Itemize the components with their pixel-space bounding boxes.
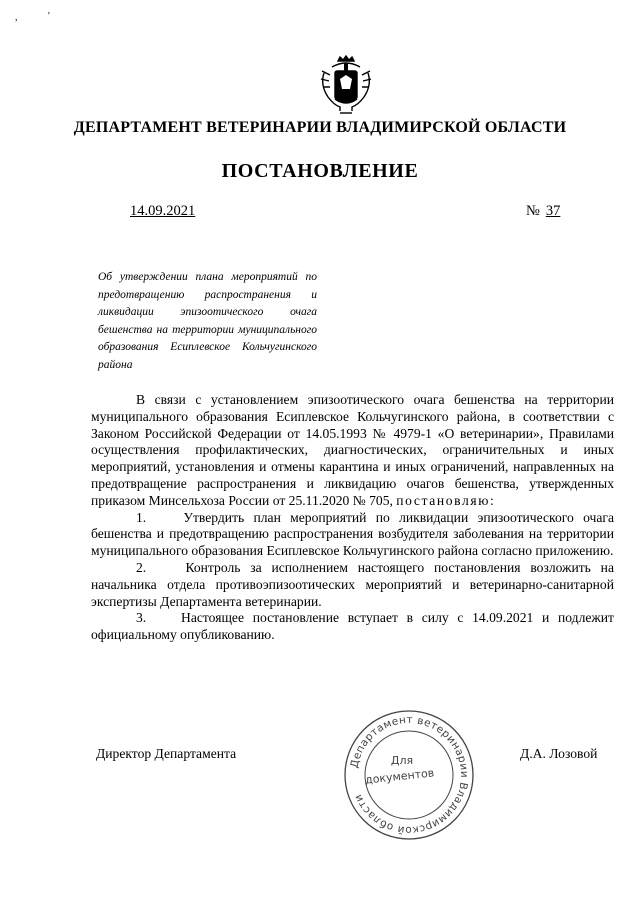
department-title: ДЕПАРТАМЕНТ ВЕТЕРИНАРИИ ВЛАДИМИРСКОЙ ОБЛАСТИ — [73, 119, 567, 136]
number-value: 37 — [545, 203, 561, 219]
item-paragraph: 2. Контроль за исполнением настоящего постановления возложить на начальника отдела противоэпизоотических мероприятий и ветеринарно-санитарной экспертизы Департамента ветеринарии. — [91, 559, 614, 609]
stamp-ring-text: Департамент ветеринарии Владимирской области — [348, 713, 471, 837]
number-label: № — [526, 203, 540, 219]
document-body — [91, 392, 614, 644]
stamp-center-text: документов — [364, 766, 435, 787]
document-number — [526, 203, 560, 220]
scan-mark: , — [15, 12, 18, 23]
signatory-position: Директор Департамента — [96, 746, 237, 761]
document-type-title: ПОСТАНОВЛЕНИЕ — [221, 160, 419, 182]
signatory-name: Д.А. Лозовой — [520, 746, 598, 761]
official-stamp — [342, 708, 476, 842]
coat-of-arms-icon — [318, 55, 374, 117]
item-paragraph: 1. Утвердить план мероприятий по ликвидации эпизоотического очага бешенства и предотвращению распространения возбудителя заболевания на территории муниципального образования Есиплевское Кольчугинского района согласно приложению. — [91, 509, 614, 559]
scan-mark: ' — [48, 11, 50, 22]
stamp-center-text: Для — [390, 754, 414, 767]
intro-paragraph — [91, 392, 614, 510]
resolve-word: постановляю: — [396, 492, 496, 508]
document-subject: Об утверждении плана мероприятий по предотвращению распространения и ликвидации эпизоотического очага бешенства на территории муниципального образования Есиплевское Кольчугинского района — [98, 271, 317, 371]
intro-text: В связи с установлением эпизоотического очага бешенства на территории муниципального образования Есиплевское Кольчугинского района, в соответствии с Законом Российской Федерации от 14.05.1993 № 4979-1 «О ветеринарии», Правилами осуществления профилактических, диагностических, ограничительных и иных мероприятий, установления и отмены карантина и иных ограничений, направленных на предотвращение распространения и ликвидацию очагов бешенства, утвержденных приказом Минсельхоза России от 25.11.2020 № 705, — [91, 392, 614, 508]
document-date: 14.09.2021 — [130, 203, 196, 219]
item-paragraph: 3. Настоящее постановление вступает в силу с 14.09.2021 и подлежит официальному опубликованию. — [91, 610, 614, 643]
